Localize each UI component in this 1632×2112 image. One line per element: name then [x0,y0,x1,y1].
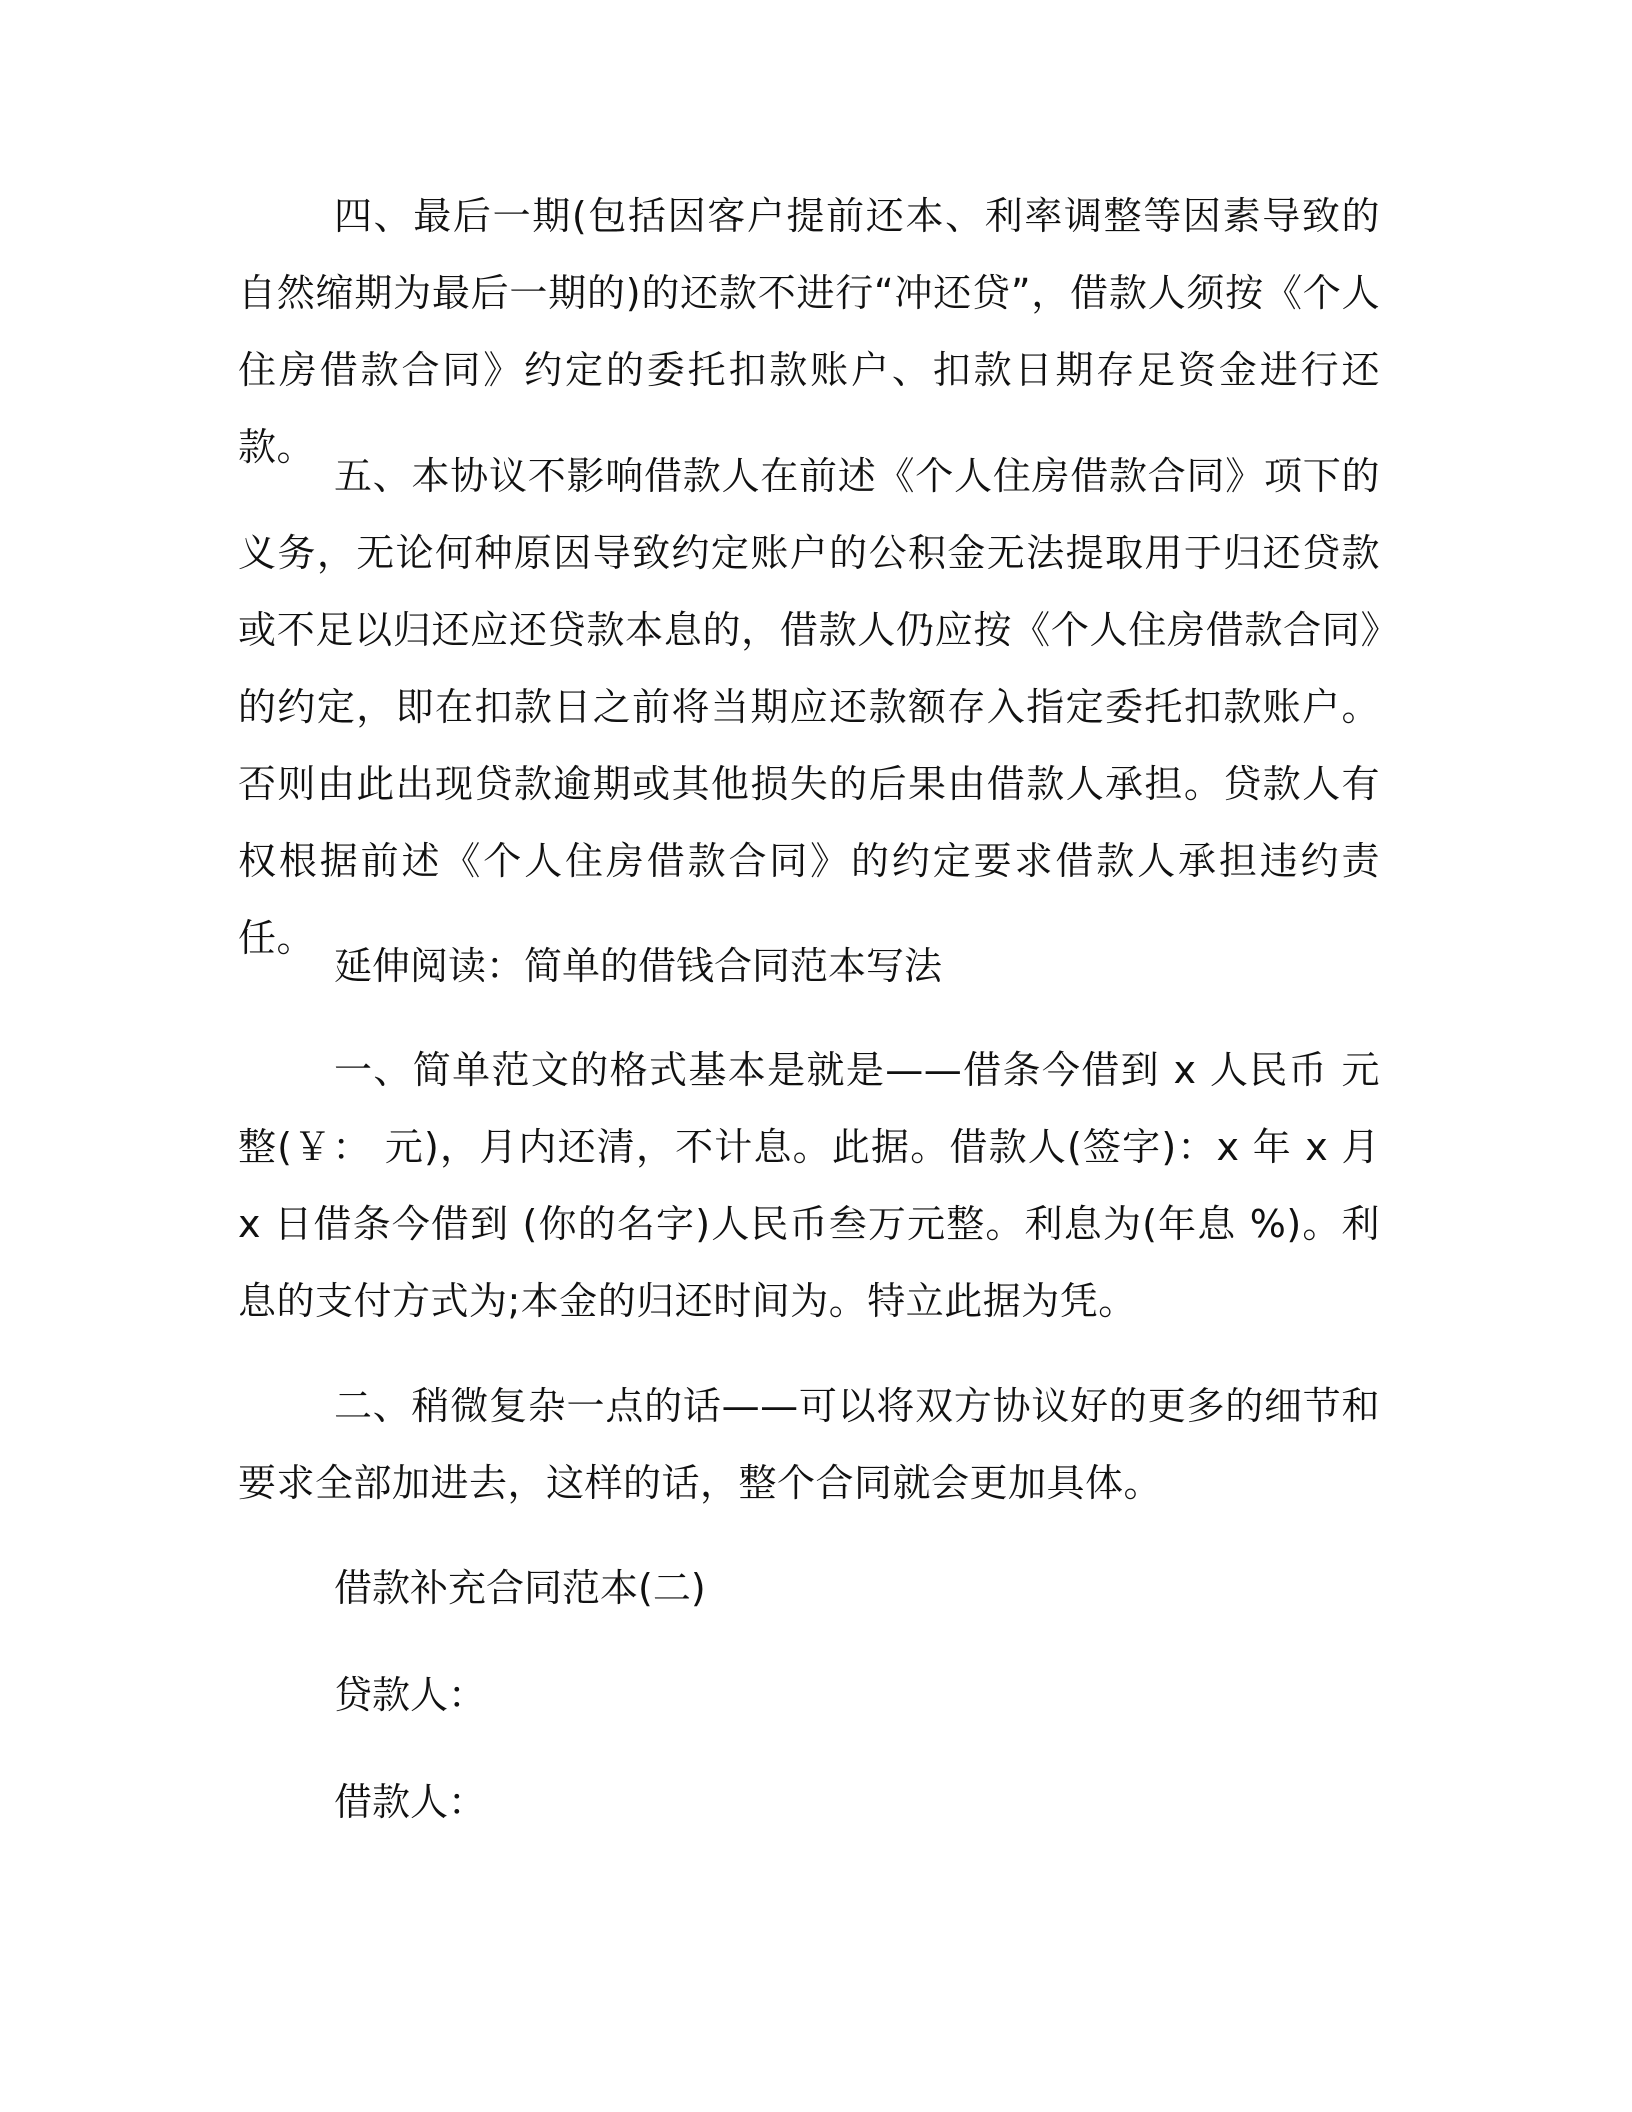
paragraph-clause-four: 四、最后一期(包括因客户提前还本、利率调整等因素导致的自然缩期为最后一期的)的还款不进行“冲还贷”，借款人须按《个人住房借款合同》约定的委托扣款账户、扣款日期存足资金进行还款。 [238,194,1380,469]
paragraph-complex-format: 二、稍微复杂一点的话——可以将双方协议好的更多的细节和要求全部加进去，这样的话，整个合同就会更加具体。 [238,1384,1380,1505]
extended-reading-heading: 延伸阅读：简单的借钱合同范本写法 [334,944,943,988]
lender-label: 贷款人： [334,1673,487,1717]
paragraph-simple-format: 一、简单范文的格式基本是就是——借条今借到 x 人民币 元整(￥： 元)，月内还清，不计息。此据。借款人(签字)：x 年 x 月 x 日借条今借到 (你的名字)人民币叁万元整。利息为(年息 %)。利息的支付方式为;本金的归还时间为。特立此据为凭。 [238,1048,1380,1323]
paragraph-clause-five: 五、本协议不影响借款人在前述《个人住房借款合同》项下的义务，无论何种原因导致约定账户的公积金无法提取用于归还贷款或不足以归还应还贷款本息的，借款人仍应按《个人住房借款合同》的约定，即在扣款日之前将当期应还款额存入指定委托扣款账户。否则由此出现贷款逾期或其他损失的后果由借款人承担。贷款人有权根据前述《个人住房借款合同》的约定要求借款人承担违约责任。 [238,454,1380,960]
supplement-contract-title: 借款补充合同范本(二) [334,1566,706,1610]
borrower-label: 借款人： [334,1780,487,1824]
